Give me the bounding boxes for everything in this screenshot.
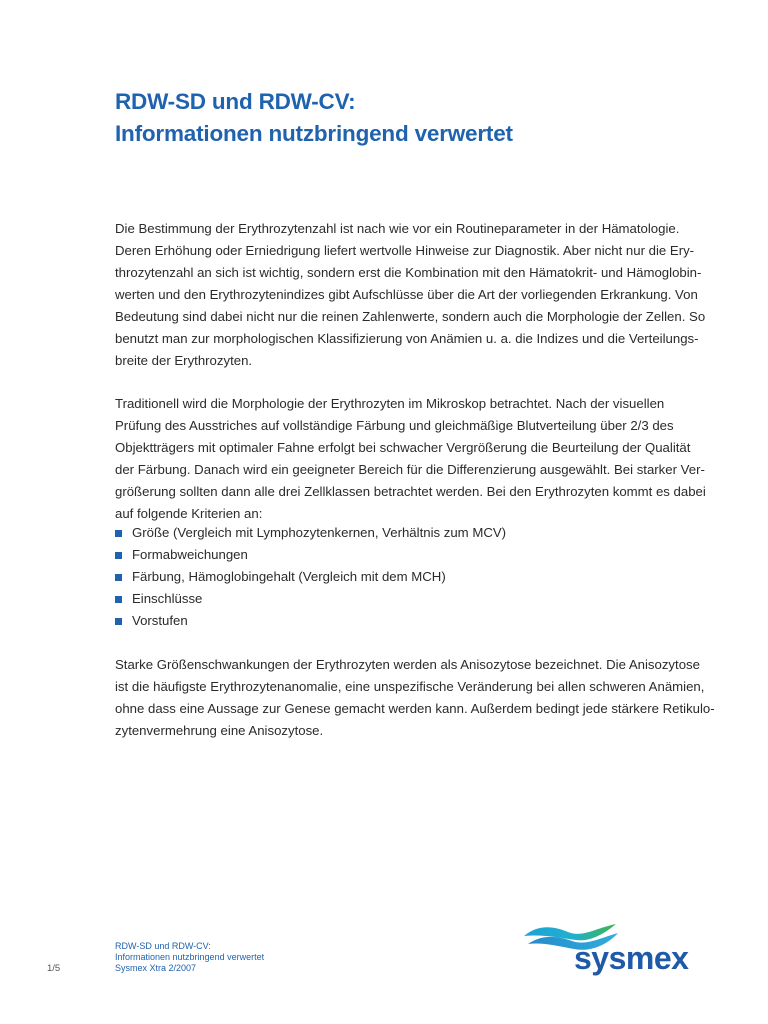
text-line: breite der Erythrozyten. bbox=[115, 353, 253, 368]
page-number: 1/5 bbox=[47, 963, 61, 974]
text-line: auf folgende Kriterien an: bbox=[115, 506, 263, 521]
list-item bbox=[115, 610, 506, 632]
text-line: Prüfung des Ausstriches auf vollständige Färbung und gleichmäßige Blutverteilung über 2/3 des bbox=[115, 418, 674, 433]
square-bullet-icon bbox=[115, 574, 122, 581]
text-line: der Färbung. Danach wird ein geeigneter Bereich für die Differenzierung ausgewählt. Bei starker Ver- bbox=[115, 462, 705, 477]
list-item-text: Färbung, Hämoglobingehalt (Vergleich mit dem MCH) bbox=[132, 569, 446, 584]
sysmex-logo bbox=[520, 920, 720, 980]
footer-line: Informationen nutzbringend verwertet bbox=[115, 952, 265, 962]
square-bullet-icon bbox=[115, 618, 122, 625]
square-bullet-icon bbox=[115, 552, 122, 559]
list-item bbox=[115, 544, 506, 566]
paragraph-intro bbox=[115, 218, 725, 372]
footer-line: RDW-SD und RDW-CV: bbox=[115, 941, 211, 951]
text-line: Bedeutung sind dabei nicht nur die reinen Zahlenwerte, sondern auch die Morphologie der Zellen. So bbox=[115, 309, 706, 324]
text-line: ohne dass eine Aussage zur Genese gemacht werden kann. Außerdem bedingt jede stärkere Retikulo- bbox=[115, 701, 715, 716]
text-line: benutzt man zur morphologischen Klassifizierung von Anämien u. a. die Indizes und die Verteilungs- bbox=[115, 331, 699, 346]
list-item-text: Größe (Vergleich mit Lymphozytenkernen, Verhältnis zum MCV) bbox=[132, 525, 507, 540]
text-line: Objektträgers mit optimaler Fahne erfolgt bei schwacher Vergrößerung die Beurteilung der Qualität bbox=[115, 440, 691, 455]
footer-line: Sysmex Xtra 2/2007 bbox=[115, 963, 197, 973]
text-line: Die Bestimmung der Erythrozytenzahl ist nach wie vor ein Routineparameter in der Hämatologie. bbox=[115, 221, 680, 236]
logo-wordmark: sysmex bbox=[574, 940, 689, 976]
text-line: Deren Erhöhung oder Erniedrigung liefert wertvolle Hinweise zur Diagnostik. Aber nicht nur die Ery- bbox=[115, 243, 695, 258]
criteria-list bbox=[115, 522, 506, 632]
list-item bbox=[115, 588, 506, 610]
list-item bbox=[115, 522, 506, 544]
document-title bbox=[115, 86, 513, 150]
text-line: ist die häufigste Erythrozytenanomalie, eine unspezifische Veränderung bei allen schweren Anämien, bbox=[115, 679, 705, 694]
square-bullet-icon bbox=[115, 596, 122, 603]
text-line: zytenvermehrung eine Anisozytose. bbox=[115, 723, 324, 738]
list-item bbox=[115, 566, 506, 588]
text-line: werten und den Erythrozytenindizes gibt Aufschlüsse über die Art der vorliegenden Erkrankung. Von bbox=[115, 287, 698, 302]
square-bullet-icon bbox=[115, 530, 122, 537]
list-item-text: Vorstufen bbox=[132, 613, 188, 628]
list-item-text: Formabweichungen bbox=[132, 547, 248, 562]
text-line: Starke Größenschwankungen der Erythrozyten werden als Anisozytose bezeichnet. Die Anisozytose bbox=[115, 657, 700, 672]
paragraph-anisocytosis bbox=[115, 654, 725, 742]
text-line: Traditionell wird die Morphologie der Erythrozyten im Mikroskop betrachtet. Nach der visuellen bbox=[115, 396, 665, 411]
paragraph-morphology bbox=[115, 393, 725, 525]
text-line: throzytenzahl an sich ist wichtig, sondern erst die Kombination mit den Hämatokrit- und Hämoglobin- bbox=[115, 265, 702, 280]
title-line-2: Informationen nutzbringend verwertet bbox=[115, 121, 513, 146]
title-line-1: RDW-SD und RDW-CV: bbox=[115, 89, 356, 114]
text-line: größerung sollten dann alle drei Zellklassen betrachtet werden. Bei den Erythrozyten kommt es dabei bbox=[115, 484, 706, 499]
footer-citation bbox=[115, 941, 264, 974]
list-item-text: Einschlüsse bbox=[132, 591, 203, 606]
